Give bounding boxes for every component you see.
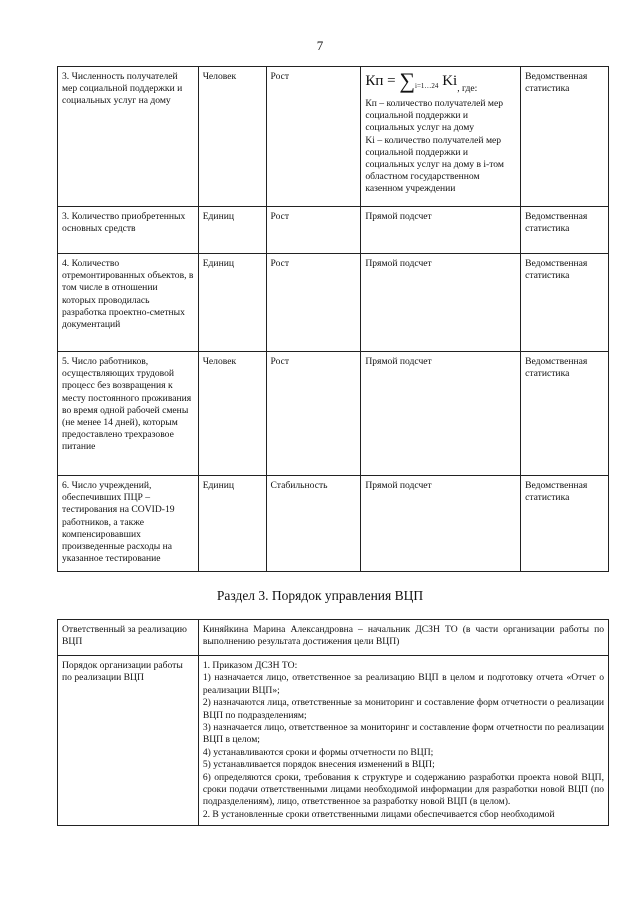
formula-term: Ki (442, 73, 458, 89)
table-row (58, 476, 609, 572)
management-table (57, 619, 609, 826)
row-label: Порядок организации работы по реализации ВЦП (58, 656, 199, 826)
formula-explanation-2: Ki – количество получателей мер социальной поддержки и социальных услуг на дому в i-том областном государственном казенном учреждении (365, 134, 504, 195)
indicator-unit: Единиц (198, 254, 266, 352)
procedure-line: 2) назначаются лица, ответственные за мониторинг и составление форм отчетности о реализации ВЦП по подразделениям; (202, 697, 604, 721)
procedure-line: 6) определяются сроки, требования к структуре и содержанию разработки проекта новой ВЦП, сроки подачи ответственными лицами необходимой информации для разработки новой ВЦП (по подразделениям), лицо, ответственное за разработку новой ВЦП (в целом). (202, 771, 604, 808)
sigma-symbol: ∑ (399, 68, 416, 93)
row-content (198, 656, 608, 826)
formula-tail: , где: (457, 83, 478, 94)
page-number: 7 (316, 38, 324, 53)
indicator-method: Прямой подсчет (361, 476, 521, 572)
procedure-line: 2. В установленные сроки ответственными лицами обеспечивается сбор необходимой (202, 808, 555, 820)
indicator-name: 3. Численность получателей мер социальной поддержки и социальных услуг на дому (58, 67, 199, 207)
indicator-method: Прямой подсчет (361, 352, 521, 476)
formula-equals: = (387, 73, 396, 89)
procedure-line: 5) устанавливается порядок внесения изменений в ВЦП; (202, 759, 435, 771)
procedure-line: 3) назначается лицо, ответственное за мониторинг и составление форм отчетности по реализации ВЦП в целом; (202, 722, 604, 746)
table-row (58, 352, 609, 476)
indicator-source: Ведомственная статистика (521, 207, 609, 254)
indicator-trend: Рост (266, 67, 361, 207)
indicator-unit: Человек (198, 352, 266, 476)
table-row (58, 207, 609, 254)
section-heading: Раздел 3. Порядок управления ВЦП (216, 588, 424, 603)
indicator-trend: Стабильность (266, 476, 361, 572)
formula-explanation-1: Кп – количество получателей мер социальной поддержки и социальных услуг на дому (365, 98, 504, 134)
indicator-source: Ведомственная статистика (521, 67, 609, 207)
indicator-unit: Единиц (198, 476, 266, 572)
indicator-trend: Рост (266, 254, 361, 352)
formula-lhs: Кп (365, 73, 384, 89)
formula-subscript: i=1…24 (415, 82, 439, 90)
indicator-trend: Рост (266, 352, 361, 476)
indicator-name: 3. Количество приобретенных основных средств (58, 207, 199, 254)
procedure-line: 4) устанавливаются сроки и формы отчетности по ВЦП; (202, 746, 434, 758)
row-label: Ответственный за реализацию ВЦП (58, 620, 199, 656)
table-row (58, 254, 609, 352)
indicator-name: 5. Число работников, осуществляющих трудовой процесс без возвращения к месту постоянного проживания во время одной рабочей смены (не менее 14 дней), которым предоставлено трехразовое питание (58, 352, 199, 476)
indicator-trend: Рост (266, 207, 361, 254)
indicator-name: 6. Число учреждений, обеспечивших ПЦР – тестирования на COVID-19 работников, а также компенсировавших произведенные расходы на указанное тестирование (58, 476, 199, 572)
sum-formula (365, 68, 516, 98)
procedure-line: 1) назначается лицо, ответственное за реализацию ВЦП в целом и подготовку отчета «Отчет о реализации ВЦП»; (202, 672, 604, 696)
indicator-method: Прямой подсчет (361, 254, 521, 352)
row-content: Киняйкина Марина Александровна – начальник ДСЗН ТО (в части организации работы по выполнению результата достижения цели ВЦП) (198, 620, 608, 656)
indicator-method (361, 67, 521, 207)
table-row (58, 656, 609, 826)
table-row (58, 620, 609, 656)
indicator-unit: Человек (198, 67, 266, 207)
indicator-name: 4. Количество отремонтированных объектов, в том числе в отношении которых проводилась разработка проектно-сметных документаций (58, 254, 199, 352)
indicator-source: Ведомственная статистика (521, 352, 609, 476)
indicator-source: Ведомственная статистика (521, 476, 609, 572)
procedure-line: 1. Приказом ДСЗН ТО: (202, 660, 298, 671)
indicators-table (57, 66, 609, 572)
indicator-method: Прямой подсчет (361, 207, 521, 254)
table-row (58, 67, 609, 207)
indicator-unit: Единиц (198, 207, 266, 254)
indicator-source: Ведомственная статистика (521, 254, 609, 352)
